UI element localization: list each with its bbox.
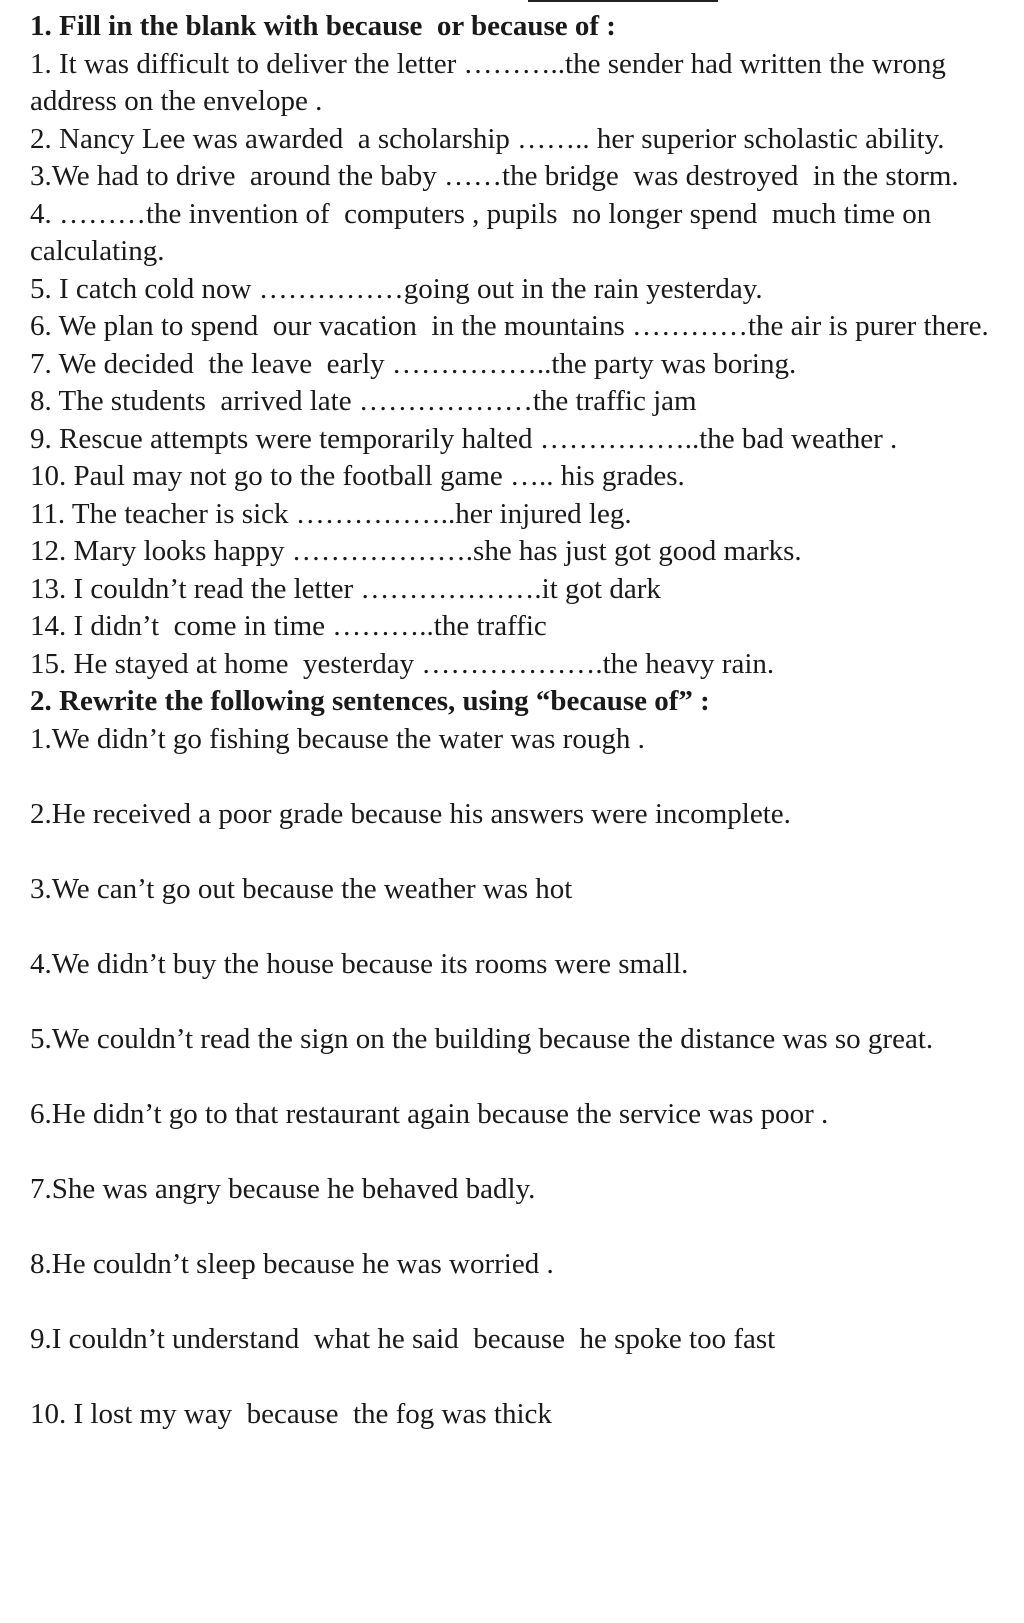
- rewrite-item: 7.She was angry because he behaved badly.: [30, 1172, 536, 1205]
- fill-blank-item: 7. We decided the leave early ……………..the party was boring.: [30, 347, 797, 380]
- fill-blank-item: 14. I didn’t come in time ………..the traffic: [30, 610, 547, 642]
- fill-blank-item: 11. The teacher is sick ……………..her injured leg.: [30, 497, 632, 530]
- fill-blank-item: 12. Mary looks happy ……………….she has just got good marks.: [30, 535, 802, 567]
- section2-heading: 2. Rewrite the following sentences, using “because of” :: [30, 685, 710, 717]
- rewrite-item: 9.I couldn’t understand what he said because he spoke too fast: [30, 1322, 776, 1355]
- fill-blank-item: 9. Rescue attempts were temporarily halted ……………..the bad weather .: [30, 422, 898, 455]
- rewrite-item: 4.We didn’t buy the house because its rooms were small.: [30, 947, 689, 980]
- fill-blank-item: 2. Nancy Lee was awarded a scholarship …….. her superior scholastic ability.: [30, 122, 945, 155]
- fill-blank-list: [30, 46, 990, 684]
- section1-heading: 1. Fill in the blank with because or because of :: [30, 10, 616, 42]
- fill-blank-item: 1. It was difficult to deliver the letter ………..the sender had written the wrong address on the envelope .: [30, 47, 961, 117]
- rewrite-item: 5.We couldn’t read the sign on the building because the distance was so great.: [30, 1022, 934, 1055]
- fill-blank-item: 5. I catch cold now ……………going out in the rain yesterday.: [30, 272, 763, 305]
- fill-blank-item: 15. He stayed at home yesterday ……………….the heavy rain.: [30, 647, 775, 680]
- rewrite-item: 2.He received a poor grade because his answers were incomplete.: [30, 797, 791, 830]
- worksheet: [30, 8, 990, 1471]
- rewrite-item: 10. I lost my way because the fog was thick: [30, 1397, 552, 1430]
- rewrite-item: 8.He couldn’t sleep because he was worried .: [30, 1247, 554, 1280]
- rewrite-item: 6.He didn’t go to that restaurant again because the service was poor .: [30, 1097, 829, 1130]
- fill-blank-item: 13. I couldn’t read the letter ……………….it got dark: [30, 572, 661, 605]
- fill-blank-item: 4. ………the invention of computers , pupils no longer spend much time on calculating.: [30, 197, 939, 267]
- rewrite-item: 3.We can’t go out because the weather was hot: [30, 872, 573, 905]
- rewrite-list: [30, 721, 990, 1434]
- fill-blank-item: 3.We had to drive around the baby ……the bridge was destroyed in the storm.: [30, 160, 959, 192]
- fill-blank-item: 6. We plan to spend our vacation in the mountains …………the air is purer there.: [30, 310, 989, 342]
- rewrite-item: 1.We didn’t go fishing because the water was rough .: [30, 722, 645, 755]
- fill-blank-item: 10. Paul may not go to the football game ….. his grades.: [30, 460, 685, 492]
- fill-blank-item: 8. The students arrived late ………………the traffic jam: [30, 385, 697, 417]
- top-rule: [528, 0, 718, 2]
